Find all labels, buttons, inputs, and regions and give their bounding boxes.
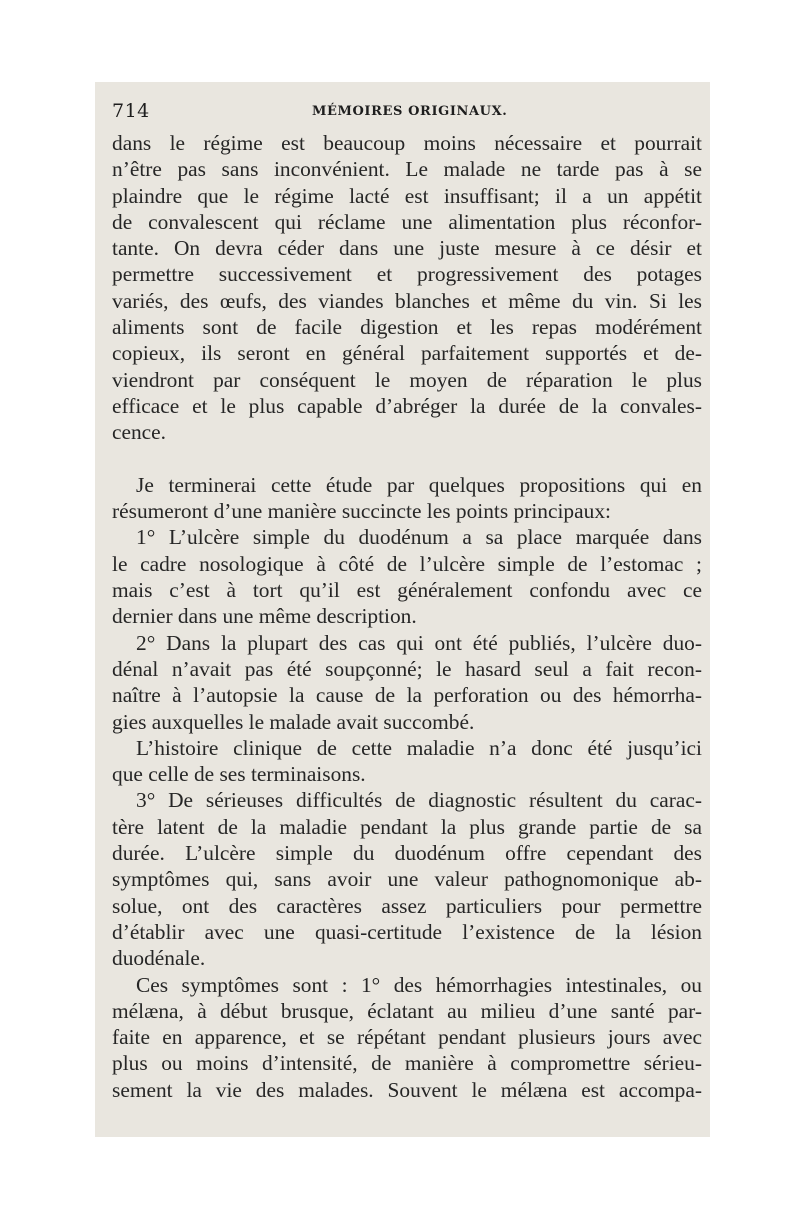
text-line: de convalescent qui réclame une alimentation plus réconfor- bbox=[112, 209, 702, 234]
text-line: le cadre nosologique à côté de l’ulcère simple de l’estomac ; bbox=[112, 551, 702, 576]
text-line: aliments sont de facile digestion et les repas modérément bbox=[112, 315, 702, 340]
paragraph-proposition-2 bbox=[112, 630, 702, 735]
text-line: tère latent de la maladie pendant la plus grande partie de sa bbox=[112, 814, 702, 839]
paragraph-proposition-3 bbox=[112, 787, 702, 971]
text-line: 2° Dans la plupart des cas qui ont été publiés, l’ulcère duo- bbox=[136, 630, 702, 655]
text-line: cence. bbox=[112, 420, 167, 445]
text-line: plus ou moins d’intensité, de manière à compromettre sérieu- bbox=[112, 1051, 702, 1076]
text-line: résumeront d’une manière succincte les points principaux: bbox=[112, 499, 611, 524]
text-line: 1° L’ulcère simple du duodénum a sa place marquée dans bbox=[136, 525, 702, 550]
text-line: dernier dans une même description. bbox=[112, 604, 417, 629]
text-line: 3° De sérieuses difficultés de diagnostic résultent du carac- bbox=[136, 788, 702, 813]
text-line: dans le régime est beaucoup moins nécessaire et pourrait bbox=[112, 131, 702, 155]
text-line: L’histoire clinique de cette maladie n’a donc été jusqu’ici bbox=[136, 735, 702, 760]
page-number: 714 bbox=[112, 100, 150, 122]
text-line: durée. L’ulcère simple du duodénum offre cependant des bbox=[112, 841, 702, 866]
body-text bbox=[112, 130, 702, 1103]
paragraph-diet bbox=[112, 130, 702, 446]
text-line: solue, ont des caractères assez particuliers pour permettre bbox=[112, 893, 702, 918]
running-title: MÉMOIRES ORIGINAUX. bbox=[312, 104, 508, 119]
text-line: viendront par conséquent le moyen de réparation le plus bbox=[112, 367, 702, 392]
text-line: tante. On devra céder dans une juste mesure à ce désir et bbox=[112, 236, 702, 261]
paragraph-proposition-1 bbox=[112, 524, 702, 629]
text-line: mélæna, à début brusque, éclatant au milieu d’une santé par- bbox=[112, 998, 702, 1023]
text-line: plaindre que le régime lacté est insuffisant; il a un appétit bbox=[112, 183, 702, 208]
text-line: Je terminerai cette étude par quelques propositions qui en bbox=[136, 472, 702, 497]
text-line: naître à l’autopsie la cause de la perforation ou des hémorrha- bbox=[112, 683, 702, 708]
text-line: copieux, ils seront en général parfaitement supportés et de- bbox=[112, 341, 702, 366]
text-line: efficace et le plus capable d’abréger la durée de la convales- bbox=[112, 393, 702, 418]
text-line: symptômes qui, sans avoir une valeur pathognomonique ab- bbox=[112, 867, 702, 892]
text-line: dénal n’avait pas été soupçonné; le hasard seul a fait recon- bbox=[112, 656, 702, 681]
paragraph-gap bbox=[112, 446, 702, 472]
text-line: sement la vie des malades. Souvent le mélæna est accompa- bbox=[112, 1077, 702, 1102]
text-line: que celle de ses terminaisons. bbox=[112, 762, 366, 787]
text-line: mais c’est à tort qu’il est généralement confondu avec ce bbox=[112, 578, 702, 603]
paragraph-conclusions-intro bbox=[112, 472, 702, 525]
text-line: permettre successivement et progressivement des potages bbox=[112, 262, 702, 287]
text-line: gies auxquelles le malade avait succombé. bbox=[112, 709, 475, 734]
text-line: d’établir avec une quasi-certitude l’existence de la lésion bbox=[112, 919, 702, 944]
text-line: n’être pas sans inconvénient. Le malade ne tarde pas à se bbox=[112, 157, 702, 182]
text-line: Ces symptômes sont : 1° des hémorrhagies intestinales, ou bbox=[136, 972, 702, 997]
paragraph-clinical-history bbox=[112, 735, 702, 788]
text-line: variés, des œufs, des viandes blanches et même du vin. Si les bbox=[112, 288, 702, 313]
running-header bbox=[112, 100, 702, 124]
paragraph-symptoms bbox=[112, 972, 702, 1103]
text-line: faite en apparence, et se répétant pendant plusieurs jours avec bbox=[112, 1025, 702, 1050]
text-line: duodénale. bbox=[112, 946, 206, 971]
